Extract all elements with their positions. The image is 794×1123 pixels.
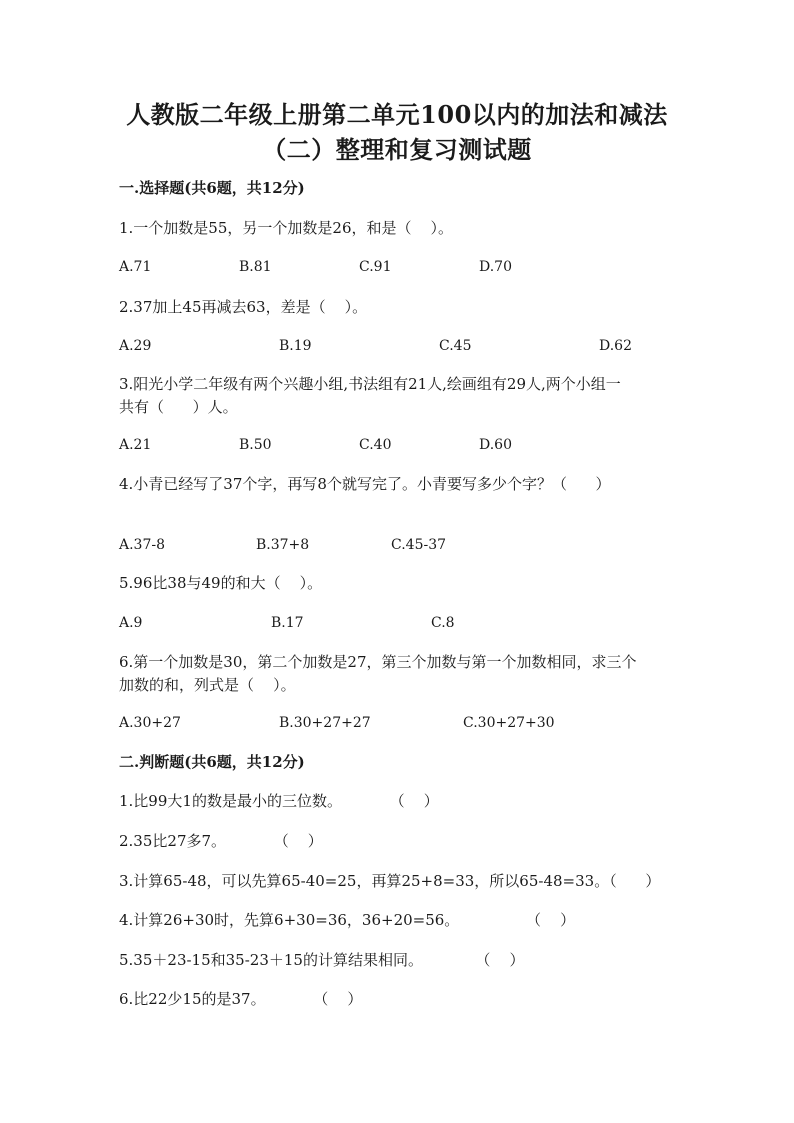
q5-option-c: C.8: [431, 615, 455, 631]
question-6-line-1: 6.第一个加数是30，第二个加数是27，第三个加数与第一个加数相同，求三个: [119, 653, 637, 671]
q6-option-a: A.30+27: [119, 715, 181, 731]
q4-option-c: C.45-37: [391, 537, 447, 553]
question-6-line-2: 加数的和，列式是（ ）。: [119, 676, 296, 694]
q3-option-c: C.40: [359, 437, 392, 453]
question-4: 4.小青已经写了37个字，再写8个就写完了。小青要写多少个字？（ ）: [119, 475, 611, 493]
q3-option-d: D.60: [479, 437, 512, 453]
section-heading-choice: 一.选择题(共6题，共12分): [119, 179, 305, 197]
q6-option-c: C.30+27+30: [463, 715, 555, 731]
q2-option-d: D.62: [599, 338, 632, 354]
q3-option-b: B.50: [239, 437, 272, 453]
judgement-item-1: 1.比99大1的数是最小的三位数。 （ ）: [119, 792, 439, 810]
page-title-line-1: 人教版二年级上册第二单元100以内的加法和减法: [126, 100, 668, 129]
q1-option-b: B.81: [239, 259, 272, 275]
judgement-item-3: 3.计算65-48，可以先算65-40=25，再算25+8=33，所以65-48=33。（ ）: [119, 872, 661, 890]
q1-option-c: C.91: [359, 259, 392, 275]
question-3-line-1: 3.阳光小学二年级有两个兴趣小组,书法组有21人,绘画组有29人,两个小组一: [119, 375, 621, 393]
question-3-line-2: 共有（ ）人。: [119, 398, 238, 416]
page-title-line-2: （二）整理和复习测试题: [262, 135, 532, 164]
question-5: 5.96比38与49的和大（ ）。: [119, 574, 323, 592]
judgement-item-6: 6.比22少15的是37。 （ ）: [119, 990, 363, 1008]
section-heading-judgement: 二.判断题(共6题，共12分): [119, 753, 305, 771]
q2-option-a: A.29: [119, 338, 152, 354]
q2-option-c: C.45: [439, 338, 472, 354]
q3-option-a: A.21: [119, 437, 152, 453]
question-2: 2.37加上45再减去63，差是（ ）。: [119, 298, 368, 316]
judgement-item-2: 2.35比27多7。 （ ）: [119, 832, 323, 850]
q5-option-a: A.9: [119, 615, 143, 631]
q6-option-b: B.30+27+27: [279, 715, 371, 731]
q1-option-d: D.70: [479, 259, 512, 275]
judgement-item-5: 5.35＋23-15和35-23＋15的计算结果相同。 （ ）: [119, 951, 525, 969]
q4-option-a: A.37-8: [119, 537, 166, 553]
q2-option-b: B.19: [279, 338, 312, 354]
question-1: 1.一个加数是55，另一个加数是26，和是（ ）。: [119, 219, 454, 237]
judgement-item-4: 4.计算26+30时，先算6+30=36，36+20=56。 （ ）: [119, 911, 576, 929]
q5-option-b: B.17: [271, 615, 304, 631]
q1-option-a: A.71: [119, 259, 152, 275]
q4-option-b: B.37+8: [256, 537, 310, 553]
